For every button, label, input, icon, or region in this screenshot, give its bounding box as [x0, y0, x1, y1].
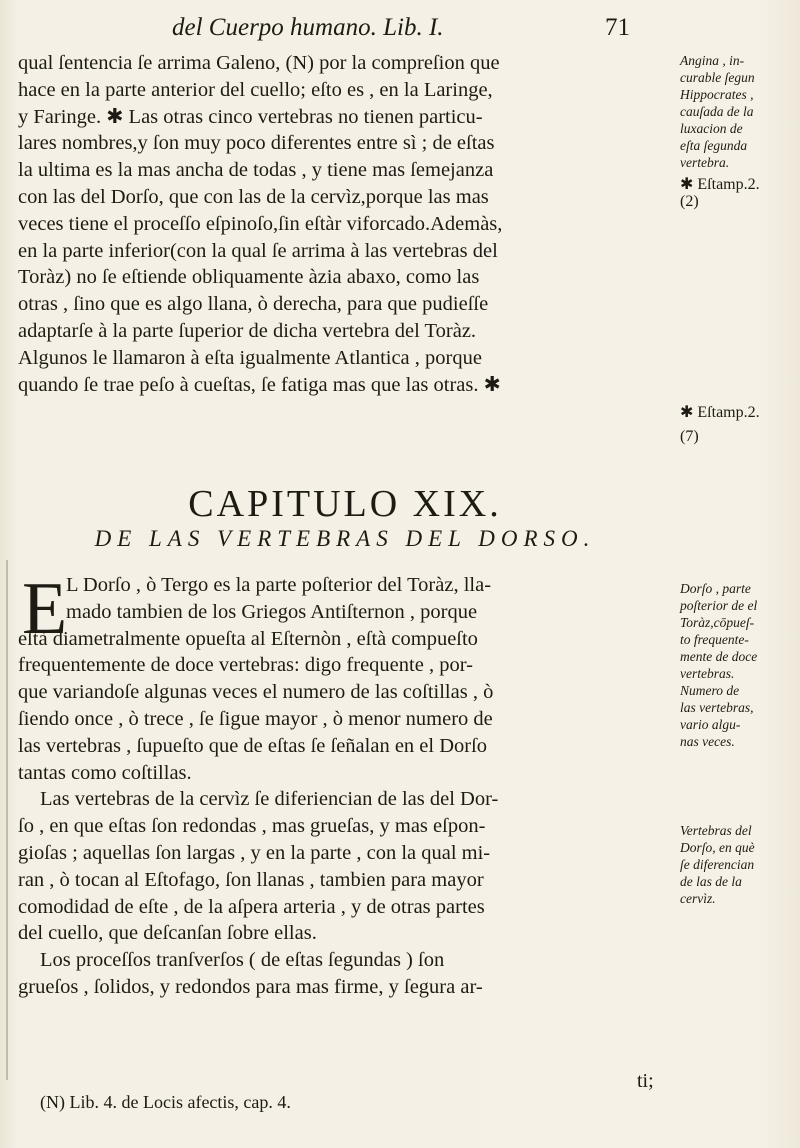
text-line: adaptarſe à la parte ſuperior de dicha vertebra del Toràz. — [18, 319, 477, 342]
text-line: gioſas ; aquellas ſon largas , y en la parte , con la qual mi- — [18, 841, 491, 864]
chapter-subtitle: DE LAS VERTEBRAS DEL DORSO. — [94, 526, 596, 551]
text-line: grueſos , ſolidos, y redondos para mas firme, y ſegura ar- — [18, 975, 483, 998]
running-title: del Cuerpo humano. Lib. I. — [172, 14, 444, 41]
text-line: frequentemente de doce vertebras: digo frequente , por- — [18, 654, 473, 677]
margin-note-estamp-2-num — [680, 428, 796, 445]
note-line: cauſada de la — [680, 104, 754, 119]
text-line: tantas como coſtillas. — [18, 761, 192, 784]
text-line: ran , ò tocan al Eſtofago, ſon llanas , tambien para mayor — [18, 868, 484, 891]
note-line: (2) — [680, 193, 699, 210]
note-line: Toràz,cōpueſ- — [680, 615, 755, 630]
note-line: nas veces. — [680, 734, 735, 749]
text-line: la ultima es la mas ancha de todas , y tiene mas ſemejanza — [18, 159, 494, 182]
margin-note-estamp-2 — [680, 404, 796, 421]
margin-note-estamp-1 — [680, 176, 796, 210]
text-line: con las del Dorſo, que con las de la cervìz,porque las mas — [18, 185, 489, 208]
page-number: 71 — [605, 14, 630, 41]
note-line: las vertebras, — [680, 700, 754, 715]
catchword: ti; — [637, 1070, 654, 1092]
drop-cap: E — [22, 568, 68, 650]
note-line: Numero de — [680, 683, 740, 698]
text-line: lares nombres,y ſon muy poco diferentes entre sì ; de eſtas — [18, 132, 495, 155]
text-line: qual ſentencia ſe arrima Galeno, (N) por la compreſion que — [18, 52, 500, 74]
text-line: comodidad de eſte , de la aſpera arteria , y de otras partes — [18, 895, 485, 918]
note-line: luxacion de — [680, 121, 743, 136]
text-line: eſtà diametralmente opueſta al Eſternòn , eſtà compueſto — [18, 627, 478, 650]
margin-note-vertebras — [680, 822, 796, 907]
note-line: curable ſegun — [680, 70, 755, 85]
note-line: Hippocrates , — [680, 87, 754, 102]
margin-note-angina — [680, 52, 796, 171]
footnote: (N) Lib. 4. de Locis afectis, cap. 4. — [40, 1092, 291, 1112]
note-line: cervìz. — [680, 891, 716, 906]
text-line: veces tiene el proceſſo eſpinoſo,ſin eſtàr viforcado.Ademàs, — [18, 212, 503, 235]
note-line: eſta ſegunda — [680, 138, 748, 153]
note-line: (7) — [680, 428, 699, 445]
text-line: del cuello, que deſcanſan ſobre ellas. — [18, 922, 317, 945]
text-line: en la parte inferior(con la qual ſe arrima à las vertebras del — [18, 239, 498, 262]
note-line: mente de doce — [680, 649, 758, 664]
note-line: ✱ Eſtamp.2. — [680, 176, 760, 193]
note-line: de las de la — [680, 874, 742, 889]
chapter-title: CAPITULO XIX. — [188, 483, 502, 525]
text-line: mado tambien de los Griegos Antiſternon , porque — [66, 600, 478, 623]
text-line: ſiendo once , ò trece , ſe ſigue mayor , ò menor numero de — [18, 707, 493, 730]
body-paragraphs — [18, 568, 676, 1001]
text-line: ſo , en que eſtas ſon redondas , mas grueſas, y mas eſpon- — [18, 815, 486, 838]
note-line: Angina , in- — [680, 53, 745, 68]
note-line: ſe diferencian — [680, 857, 755, 872]
text-line: que variandoſe algunas veces el numero de las coſtillas , ò — [18, 681, 494, 704]
note-line: vario algu- — [680, 717, 741, 732]
note-line: ✱ Eſtamp.2. — [680, 404, 760, 421]
text-line: Los proceſſos tranſverſos ( de eſtas ſegundas ) ſon — [40, 949, 445, 972]
top-paragraph — [18, 50, 676, 398]
note-line: to frequente- — [680, 632, 749, 647]
text-line: Toràz) no ſe eſtiende obliquamente àzia abaxo, como las — [18, 266, 480, 289]
note-line: poſterior de el — [680, 598, 758, 613]
text-line: hace en la parte anterior del cuello; eſto es , en la Laringe, — [18, 78, 493, 101]
note-line: vertebras. — [680, 666, 735, 681]
text-line: L Dorſo , ò Tergo es la parte poſterior del Toràz, lla- — [66, 574, 492, 596]
note-line: Dorſo , parte — [680, 581, 751, 596]
text-line: las vertebras , ſupueſto que de eſtas ſe ſeñalan en el Dorſo — [18, 734, 488, 757]
note-line: Vertebras del — [680, 823, 752, 838]
text-line: otras , ſino que es algo llana, ò derecha, para que pudieſſe — [18, 293, 489, 316]
running-head — [0, 14, 800, 50]
margin-note-dorso — [680, 580, 796, 750]
text-line: quando ſe trae peſo à cueſtas, ſe fatiga mas que las otras. ✱ — [18, 373, 501, 396]
note-line: vertebra. — [680, 155, 730, 170]
text-line: y Faringe. ✱ Las otras cinco vertebras no tienen particu- — [18, 105, 483, 128]
text-line: Las vertebras de la cervìz ſe diferiencian de las del Dor- — [40, 788, 499, 811]
text-line: Algunos le llamaron à eſta igualmente Atlantica , porque — [18, 346, 482, 369]
note-line: Dorſo, en què — [680, 840, 755, 855]
page-edge-shadow — [6, 560, 8, 1080]
